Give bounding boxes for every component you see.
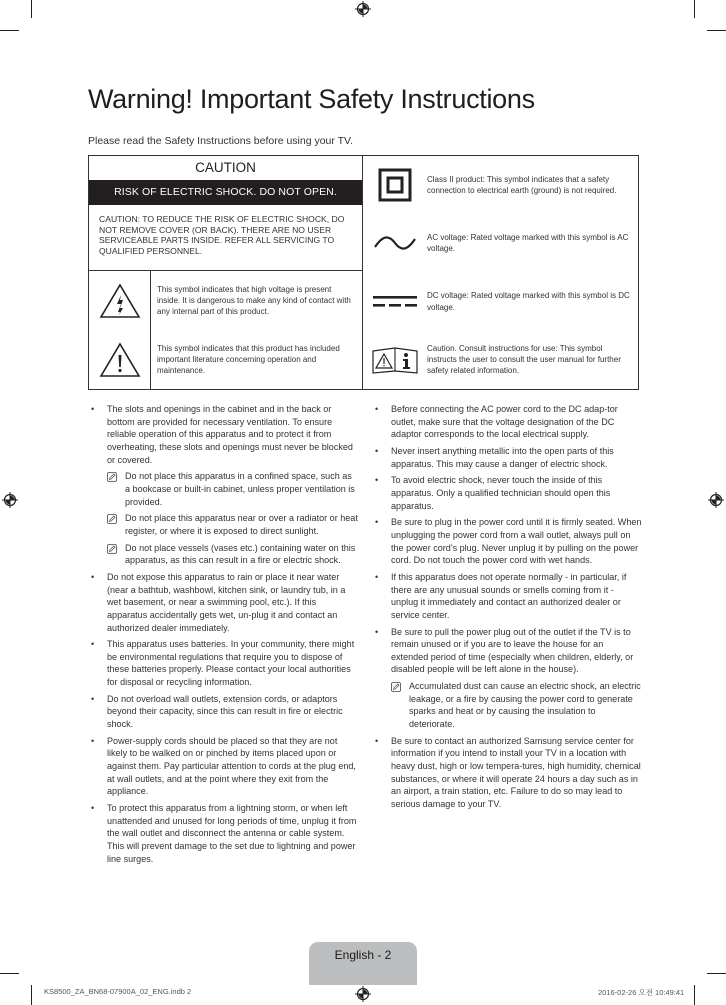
crop-mark-top-right-v [694,0,695,18]
intro-text: Please read the Safety Instructions before using your TV. [88,135,353,147]
caution-body-text: CAUTION: TO REDUCE THE RISK OF ELECTRIC SHOCK, DO NOT REMOVE COVER (OR BACK). THERE ARE NO USER SERVICEABLE PARTS INSIDE. REFER ALL SERVICING TO QUALIFIED PERSONNEL. [89,205,362,271]
note-pencil-icon [391,682,401,692]
instruction-item: • If this apparatus does not operate normally - in particular, if there are any unusual sounds or smells coming from it - unplug it immediately and contact an authorized dealer or service center. [374,571,642,622]
note-item [90,512,358,537]
registration-mark-icon [708,492,724,508]
instruction-item: • Power-supply cords should be placed so that they are not likely to be walked on or pinched by items placed upon or against them. Pay particular attention to cords at the plug end, at wall outlets, and at the point where they exit from the appliance. [90,735,358,798]
note-pencil-icon [107,514,117,524]
note-text: Do not place vessels (vases etc.) containing water on this apparatus, as this can result in a fire or electric shock. [125,542,356,566]
instruction-item: • Never insert anything metallic into the open parts of this apparatus. This may cause a danger of electric shock. [374,445,642,470]
crop-mark-top-left-h [0,30,19,31]
instruction-item: • Before connecting the AC power cord to the DC adap-tor outlet, make sure that the voltage designation of the DC adaptor corresponds to the local electrical supply. [374,403,642,441]
exclamation-warning-icon [89,330,151,389]
note-pencil-icon [107,544,117,554]
symbol-row-high-voltage [89,271,362,330]
instruction-item: • Do not expose this apparatus to rain or place it near water (near a bathtub, washbowl, kitchen sink, or laundry tub, in a wet basement, or near a swimming pool, etc.). If this apparatus accidentally gets wet, un-plug it and contact an authorized dealer immediately. [90,571,358,634]
note-pencil-icon [107,472,117,482]
symbol-row-class-ii [363,156,638,214]
dc-voltage-icon [363,295,427,309]
note-text: Do not place this apparatus near or over a radiator or heat register, or where it is exposed to direct sunlight. [125,513,358,536]
note-item [90,470,358,508]
note-text: Accumulated dust can cause an electric shock, an electric leakage, or a fire by causing the power cord to generate sparks and heat or by causing the insulation to deteriorate. [409,681,641,730]
instructions-right-column [374,403,642,815]
class-ii-description: Class II product: This symbol indicates that a safety connection to electrical earth (ground) is not required. [427,174,617,196]
instruction-item: • This apparatus uses batteries. In your community, there might be environmental regulations that require you to dispose of these batteries properly. Please contact your local authorities for disposal or recycling information. [90,638,358,689]
symbol-row-ac-voltage [363,214,638,272]
note-text: Do not place this apparatus in a confined space, such as a bookcase or built-in cabinet, unless proper ventilation is provided. [125,471,355,507]
crop-mark-top-right-h [707,30,726,31]
important-literature-description: This symbol indicates that this product has included important literature concerning operation and maintenance. [157,343,340,376]
high-voltage-warning-icon [89,271,151,330]
instruction-item: • To avoid electric shock, never touch the inside of this apparatus. Only a qualified technician should open this apparatus. [374,474,642,512]
registration-mark-icon [355,986,371,1002]
caution-left-column [89,156,363,389]
instruction-item: • Do not overload wall outlets, extension cords, or adaptors beyond their capacity, since this can result in fire or electric shock. [90,693,358,731]
instruction-item: • Be sure to pull the power plug out of the outlet if the TV is to remain unused or if you are to leave the house for an extended period of time (especially when children, elderly, or disabled people will be left alone in the house). [374,626,642,677]
instruction-item: • To protect this apparatus from a lightning storm, or when left unattended and unused for long periods of time, unplug it from the wall outlet and disconnect the antenna or cable system. This will prevent damage to the set due to lightning and power line surges. [90,802,358,865]
registration-mark-icon [2,492,18,508]
crop-mark-bottom-right-v [694,985,695,1005]
instruction-item: • The slots and openings in the cabinet and in the back or bottom are provided for necessary ventilation. To ensure reliable operation of this apparatus and to protect it from overheating, these slots and openings must never be blocked or covered. [90,403,358,466]
class-ii-double-square-icon [363,168,427,202]
high-voltage-description: This symbol indicates that high voltage is present inside. It is dangerous to make any kind of contact with any internal part of this product. [157,284,351,317]
consult-instructions-icon [363,345,427,375]
instructions-left-column [90,403,358,869]
ac-voltage-description: AC voltage: Rated voltage marked with this symbol is AC voltage. [427,233,629,254]
crop-mark-bottom-left-h [0,973,19,974]
note-item [374,680,642,731]
symbol-row-dc-voltage [363,273,638,331]
caution-heading: CAUTION [195,160,256,175]
print-file-info: KS8500_ZA_BN68-07900A_02_ENG.indb 2 [44,987,192,996]
consult-instructions-description: Caution. Consult instructions for use: This symbol instructs the user to consult the user manual for further safety related information. [427,344,621,376]
page-number-tab: English - 2 [309,942,417,985]
caution-banner: RISK OF ELECTRIC SHOCK. DO NOT OPEN. [89,180,362,205]
crop-mark-top-left-v [31,0,32,18]
symbol-row-consult-instructions [363,331,638,389]
symbol-row-important-literature [89,330,362,389]
caution-right-column [363,156,638,389]
caution-symbol-table [88,155,639,390]
note-item [90,542,358,567]
crop-mark-bottom-right-h [707,973,726,974]
instruction-item: • Be sure to contact an authorized Samsung service center for information if you intend to install your TV in a location with heavy dust, high or low tempera-tures, high humidity, chemical substances, or where it will operate 24 hours a day such as in an airport, a train station, etc. Failure to do so may lead to serious damage to your TV. [374,735,642,811]
ac-voltage-wave-icon [363,235,427,251]
dc-voltage-description: DC voltage: Rated voltage marked with this symbol is DC voltage. [427,291,630,312]
registration-mark-icon [355,1,371,17]
instruction-item: • Be sure to plug in the power cord until it is firmly seated. When unplugging the power cord from a wall outlet, always pull on the power cord's plug. Never unplug it by pulling on the power cord. Do not touch the power cord with wet hands. [374,516,642,567]
print-timestamp: 2016-02-26 오전 10:49:41 [598,988,685,997]
crop-mark-bottom-left-v [31,985,32,1005]
page-title: Warning! Important Safety Instructions [88,84,535,114]
